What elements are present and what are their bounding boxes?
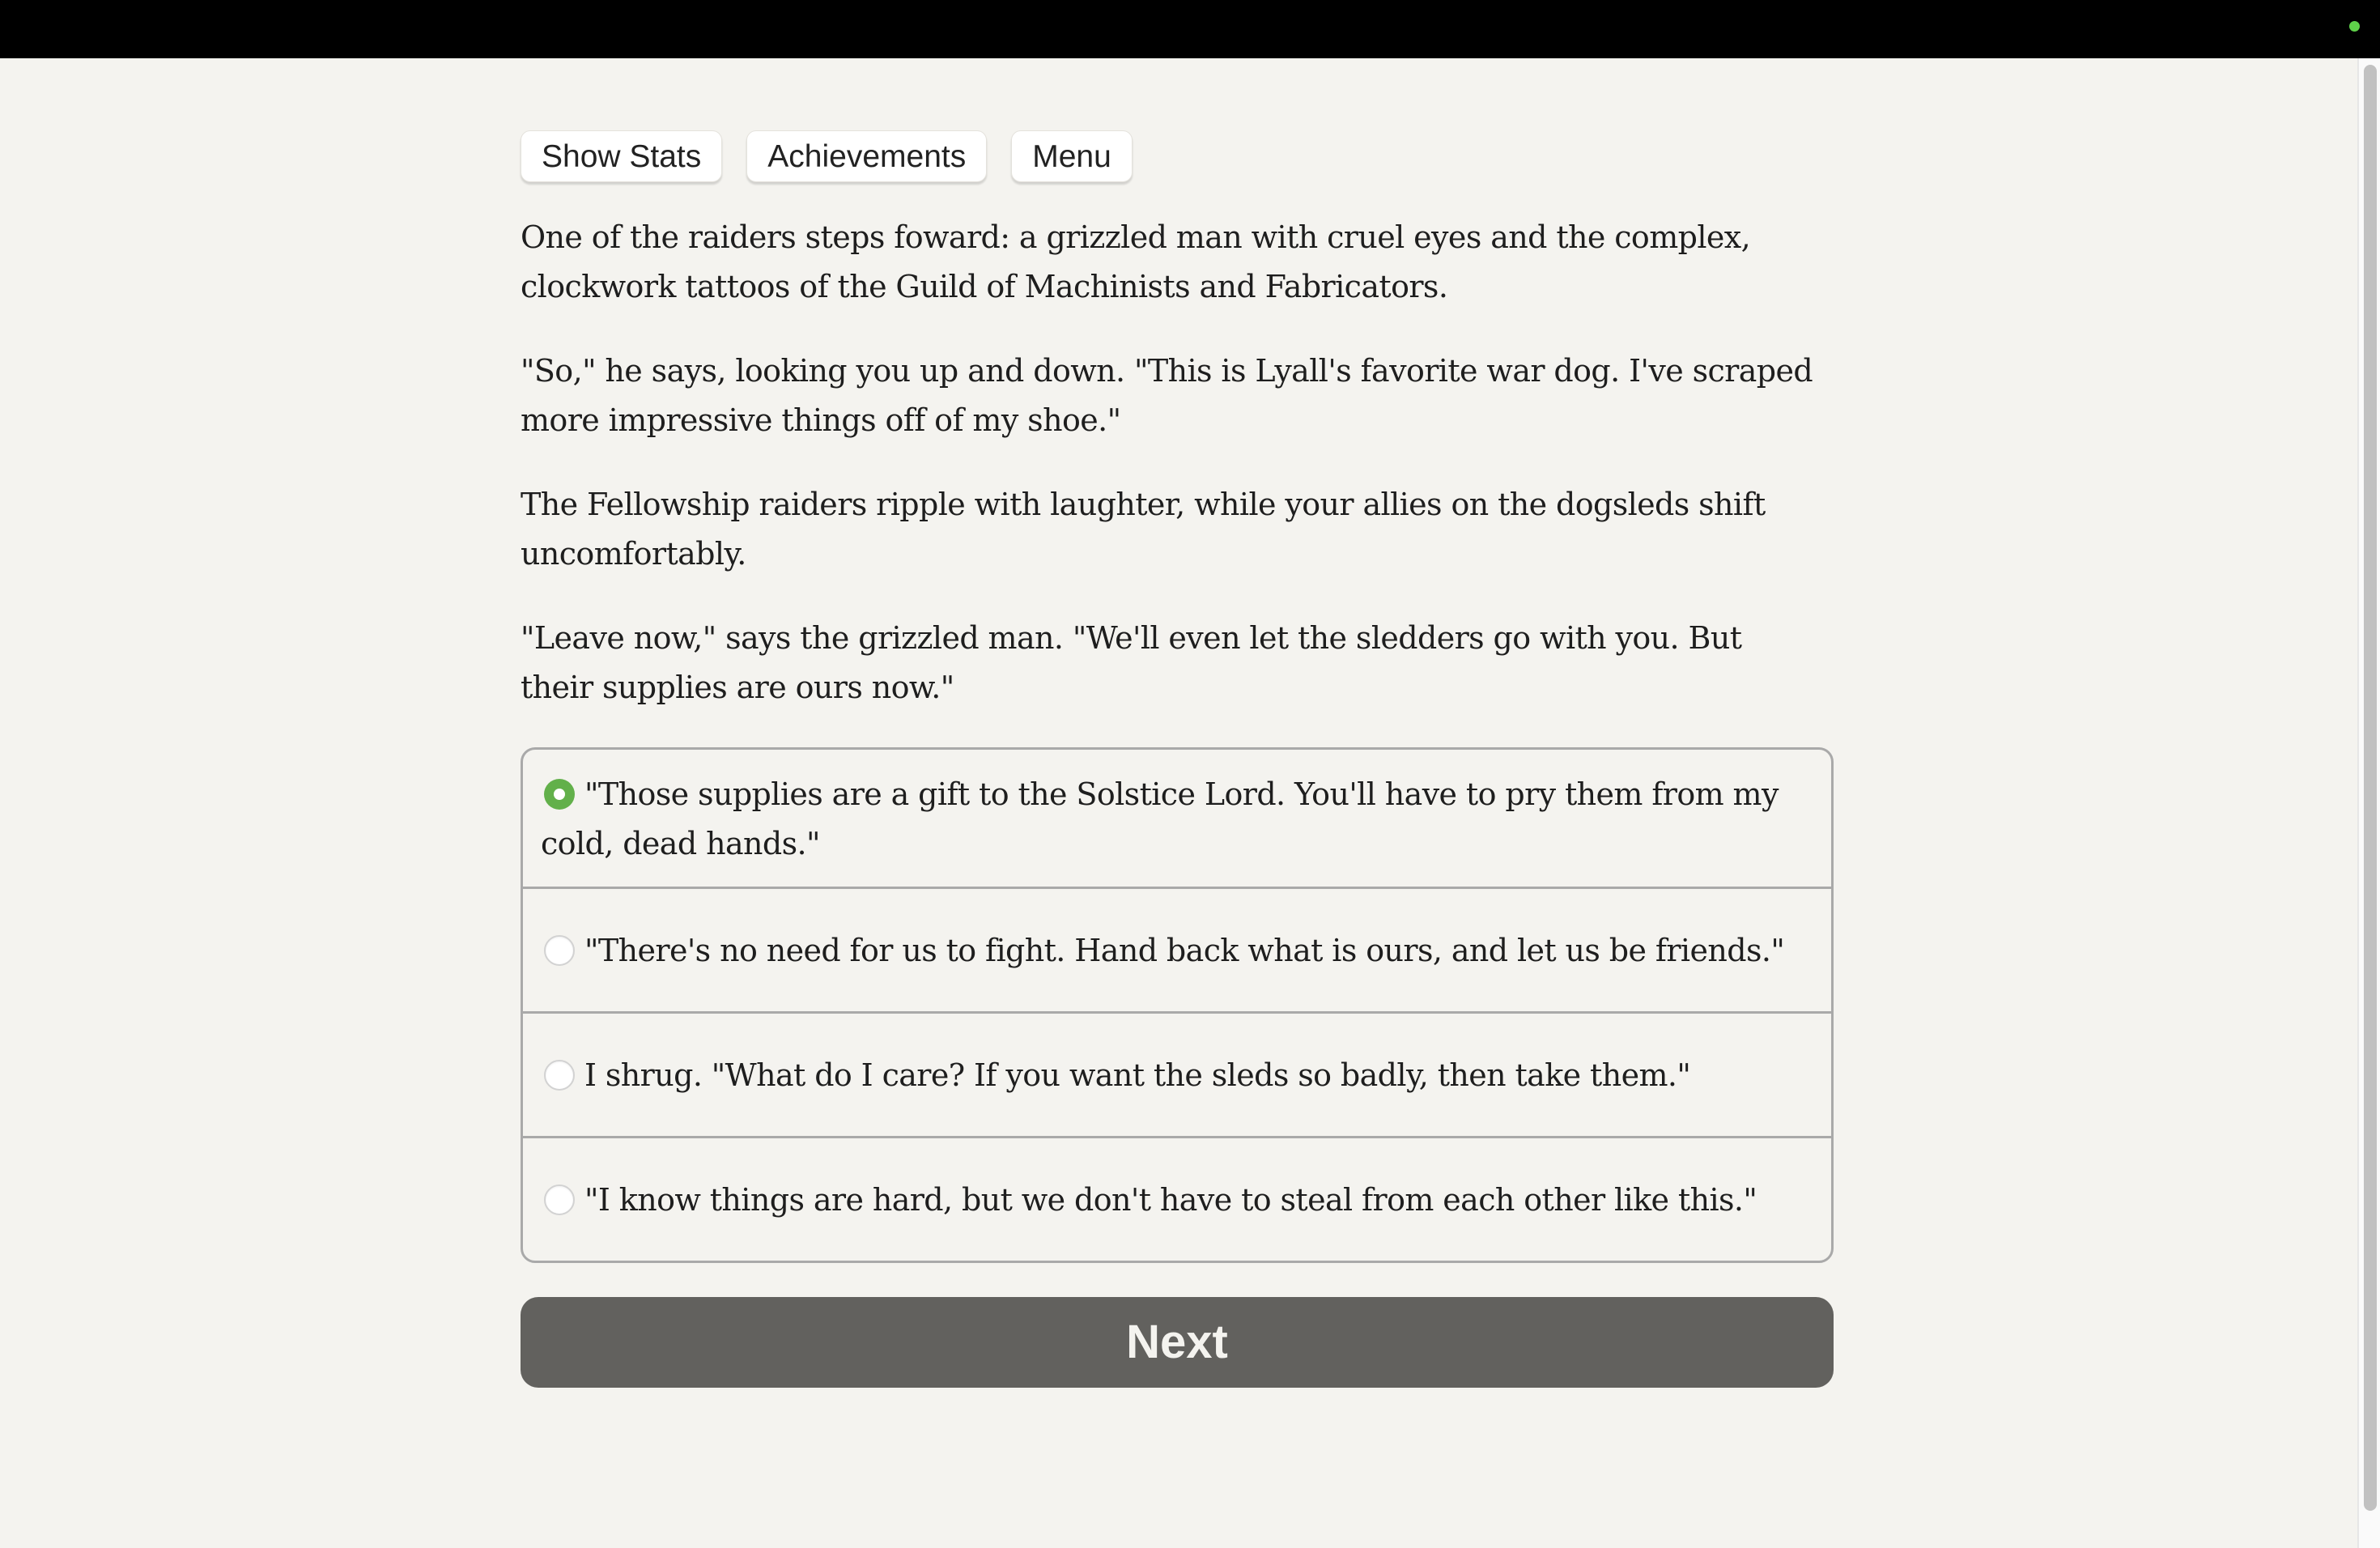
toolbar xyxy=(521,130,1834,182)
choice-option[interactable] xyxy=(523,887,1831,1011)
story-paragraph: "So," he says, looking you up and down. "This is Lyall's favorite war dog. I've scraped more impressive things off of my shoe." xyxy=(521,353,1813,438)
scrollbar[interactable] xyxy=(2357,58,2380,1548)
choice-option[interactable] xyxy=(523,1011,1831,1136)
radio-selected-icon[interactable] xyxy=(544,779,575,810)
choice-label: "Those supplies are a gift to the Solstice Lord. You'll have to pry them from my cold, dead hands." xyxy=(541,776,1779,861)
radio-unselected-icon[interactable] xyxy=(544,1060,575,1091)
show-stats-button[interactable]: Show Stats xyxy=(521,130,722,182)
choice-list xyxy=(521,747,1834,1263)
game-content xyxy=(521,130,1834,1388)
status-dot-icon xyxy=(2349,21,2360,32)
choice-label: "I know things are hard, but we don't have to steal from each other like this." xyxy=(584,1182,1757,1218)
achievements-button[interactable]: Achievements xyxy=(746,130,987,182)
next-button[interactable]: Next xyxy=(521,1297,1834,1388)
story-paragraph: "Leave now," says the grizzled man. "We'll even let the sledders go with you. But their supplies are ours now." xyxy=(521,620,1742,705)
story-paragraph: The Fellowship raiders ripple with laughter, while your allies on the dogsleds shift uncomfortably. xyxy=(521,487,1766,572)
scrollbar-thumb[interactable] xyxy=(2364,65,2377,1511)
menu-button[interactable]: Menu xyxy=(1011,130,1133,182)
story-paragraph: One of the raiders steps foward: a grizzled man with cruel eyes and the complex, clockwork tattoos of the Guild of Machinists and Fabricators. xyxy=(521,219,1751,304)
choice-option[interactable] xyxy=(523,750,1831,887)
radio-unselected-icon[interactable] xyxy=(544,1184,575,1215)
choice-label: I shrug. "What do I care? If you want the sleds so badly, then take them." xyxy=(584,1057,1691,1093)
radio-unselected-icon[interactable] xyxy=(544,935,575,966)
story-text xyxy=(521,213,1834,712)
top-bar xyxy=(0,0,2380,58)
choice-label: "There's no need for us to fight. Hand back what is ours, and let us be friends." xyxy=(584,933,1785,968)
choice-option[interactable] xyxy=(523,1136,1831,1261)
